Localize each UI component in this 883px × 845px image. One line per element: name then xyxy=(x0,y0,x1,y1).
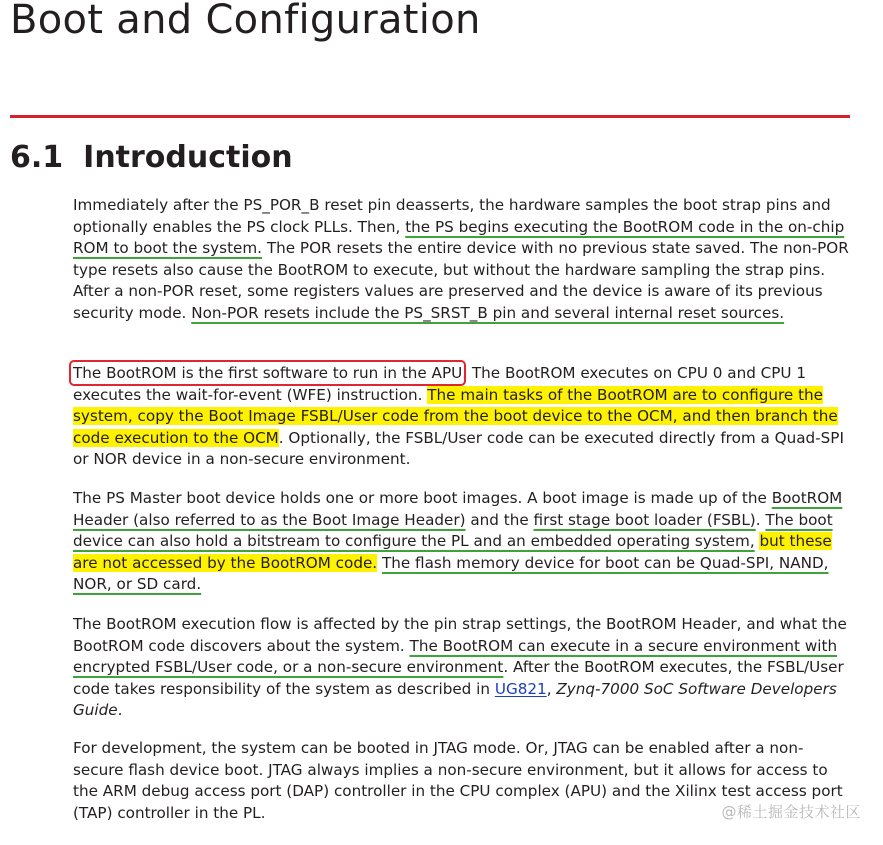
highlighted-text: but these are not accessed by the BootROM code. xyxy=(73,532,832,572)
section-heading xyxy=(10,138,293,178)
underlined-text: The flash memory device for boot can be Quad-SPI, NAND, NOR, or SD card. xyxy=(73,553,829,594)
paragraph-intro xyxy=(73,195,853,325)
underlined-text: The boot device can also hold a bitstream to configure the PL and an embedded operating system, xyxy=(73,510,833,551)
section-number: 6.1 xyxy=(10,140,64,175)
paragraph-text: . The BootROM executes on CPU 0 and CPU 1 executes the wait-for-event (WFE) instruction. xyxy=(73,364,807,404)
paragraph-text: The POR resets the entire device with no previous state saved. The non-POR type resets also cause the BootROM to execute, but without the hardware sampling the strap pins. After a non-POR reset, some registers values are preserved and the device is aware of its previous security mode. xyxy=(73,239,849,322)
doc-link[interactable]: UG821 xyxy=(494,679,547,698)
paragraph-execution-flow xyxy=(73,614,853,722)
paragraph-text: . xyxy=(117,701,123,720)
paragraph-text: . Optionally, the FSBL/User code can be executed directly from a Quad-SPI or NOR device in a non-secure environment. xyxy=(73,428,844,469)
chapter-divider xyxy=(10,115,850,118)
paragraph-text: and the xyxy=(465,510,534,529)
watermark: @稀土掘金技术社区 xyxy=(721,803,861,821)
boxed-text: The BootROM is the first software to run in the APU xyxy=(73,364,463,382)
highlighted-text: The main tasks of the BootROM are to configure the system, copy the Boot Image FSBL/User code from the boot device to the OCM, and then branch the code execution to the OCM xyxy=(73,385,838,447)
paragraph-text: Immediately after the PS_POR_B reset pin deasserts, the hardware samples the boot strap pins and optionally enables the PS clock PLLs. Then, xyxy=(73,196,831,236)
underlined-text: Non-POR resets include the PS_SRST_B pin and several internal reset sources. xyxy=(191,303,785,322)
paragraph-text: The BootROM execution flow is affected by the pin strap settings, the BootROM Header, and what the BootROM code discovers about the system. xyxy=(73,615,847,655)
paragraph-text: . xyxy=(755,510,766,529)
paragraph-text: The PS Master boot device holds one or more boot images. A boot image is made up of the xyxy=(73,489,772,507)
paragraph-boot-device xyxy=(73,488,853,596)
underlined-text: BootROM Header (also referred to as the Boot Image Header) xyxy=(73,489,843,529)
paragraph-text: . After the BootROM executes, the FSBL/User code takes responsibility of the system as described in xyxy=(73,658,844,698)
underlined-text: first stage boot loader (FSBL) xyxy=(533,510,756,529)
italic-title: Zynq-7000 SoC Software Developers Guide xyxy=(73,679,837,720)
paragraph-text: For development, the system can be booted in JTAG mode. Or, JTAG can be enabled after a non-secure flash device boot. JTAG always implies a non-secure environment, but it allows for access to the ARM debug access port (DAP) controller in the CPU complex (APU) and the Xilinx test access port (TAP) controller in the PL. xyxy=(73,739,843,822)
paragraph-bootrom xyxy=(73,363,853,471)
chapter-title: Boot and Configuration xyxy=(10,0,481,43)
paragraph-text: , xyxy=(546,679,557,698)
underlined-text: the PS begins executing the BootROM code in the on-chip ROM to boot the system. xyxy=(73,217,845,258)
section-title: Introduction xyxy=(83,140,293,175)
underlined-text: The BootROM can execute in a secure environment with encrypted FSBL/User code, or a non-secure environment xyxy=(73,636,838,677)
